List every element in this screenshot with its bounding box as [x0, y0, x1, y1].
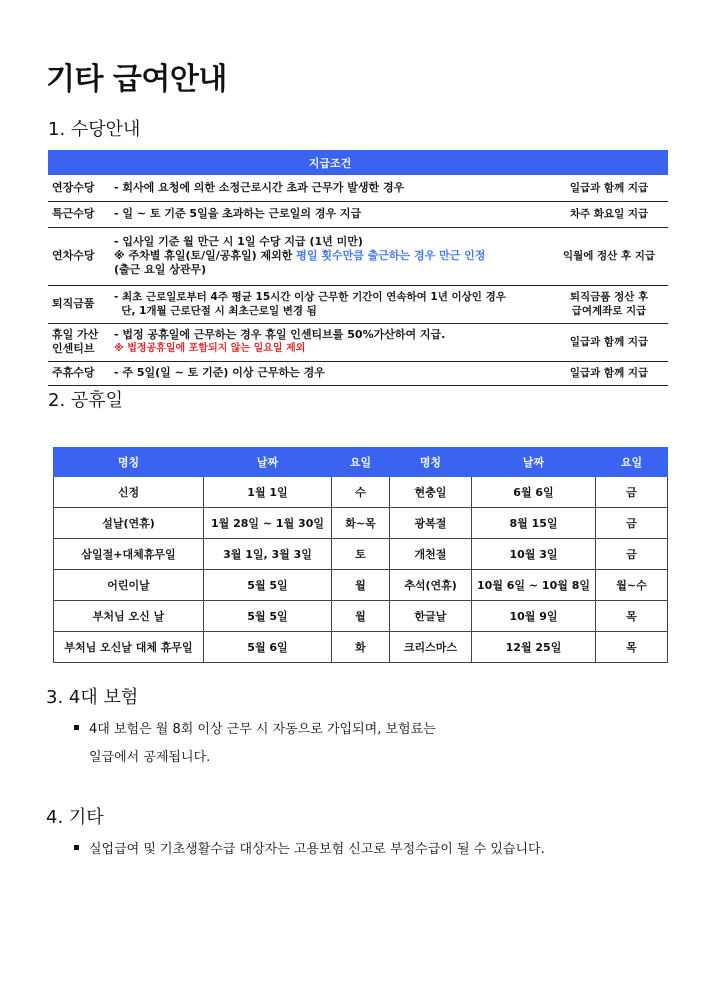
table-row: 휴일 가산 인센티브 - 법정 공휴일에 근무하는 경우 휴일 인센티브를 50%가산하여 지급. ※ 법정공휴일에 포함되지 않는 일요일 제외 일급과 함께 지급 — [48, 323, 668, 361]
bullet-icon — [74, 725, 79, 730]
allowance-table — [48, 150, 668, 386]
table-row: 주휴수당 - 주 5일(일 ~ 토 기준) 이상 근무하는 경우 일급과 함께 지급 — [48, 361, 668, 385]
table-row: 부처님 오신날 대체 휴무일 5월 6일 화 크리스마스 12월 25일 목 — [54, 632, 668, 663]
page-title: 기타 급여안내 — [46, 62, 227, 97]
table-row: 특근수당 - 일 ~ 토 기준 5일을 초과하는 근로일의 경우 지급 차주 화요일 지급 — [48, 201, 668, 227]
highlight-text: 평일 횟수만큼 출근하는 경우 만근 인정 — [296, 249, 486, 262]
table-row: 신정 1월 1일 수 현충일 6월 6일 금 — [54, 477, 668, 508]
table-row: 설날(연휴) 1월 28일 ~ 1월 30일 화~목 광복절 8월 15일 금 — [54, 508, 668, 539]
table-row: 연장수당 - 회사에 요청에 의한 소정근로시간 초과 근무가 발생한 경우 일급과 함께 지급 — [48, 175, 668, 201]
holiday-table-header: 명칭 날짜 요일 명칭 날짜 요일 — [54, 448, 668, 477]
table-row: 부처님 오신 날 5월 5일 월 한글날 10월 9일 목 — [54, 601, 668, 632]
section-heading-allowance: 1. 수당안내 — [48, 119, 141, 140]
section-heading-insurance: 3. 4대 보험 — [46, 687, 139, 708]
bullet-icon — [74, 845, 79, 850]
table-row: 어린이날 5월 5일 월 추석(연휴) 10월 6일 ~ 10월 8일 월~수 — [54, 570, 668, 601]
allowance-table-header — [48, 150, 668, 175]
table-row: 퇴직금품 - 최초 근로일로부터 4주 평균 15시간 이상 근무한 기간이 연속하여 1년 이상인 경우 단, 1개월 근로단절 시 최초근로일 변경 됨 퇴직금품 정산 후 급여계좌로 지급 — [48, 285, 668, 323]
holiday-table — [53, 447, 668, 663]
header-condition: 지급조건 — [110, 150, 550, 175]
warning-text: ※ 법정공휴일에 포함되지 않는 일요일 제외 — [114, 343, 306, 354]
etc-bullet: 실업급여 및 기초생활수급 대상자는 고용보험 신고로 부정수급이 될 수 있습니다. — [74, 836, 674, 864]
section-heading-etc: 4. 기타 — [46, 807, 104, 828]
table-row: 삼일절+대체휴무일 3월 1일, 3월 3일 토 개천절 10월 3일 금 — [54, 539, 668, 570]
section-heading-holidays: 2. 공휴일 — [48, 390, 124, 411]
insurance-bullet: 4대 보험은 월 8회 이상 근무 시 자동으로 가입되며, 보험료는 일급에서 공제됩니다. — [74, 716, 634, 772]
table-row: 연차수당 - 입사일 기준 월 만근 시 1일 수당 지급 (1년 미만) ※ 주차별 휴일(토/일/공휴일) 제외한 평일 횟수만큼 출근하는 경우 만근 인정 (출근 요일 상관무) 익월에 정산 후 지급 — [48, 227, 668, 285]
